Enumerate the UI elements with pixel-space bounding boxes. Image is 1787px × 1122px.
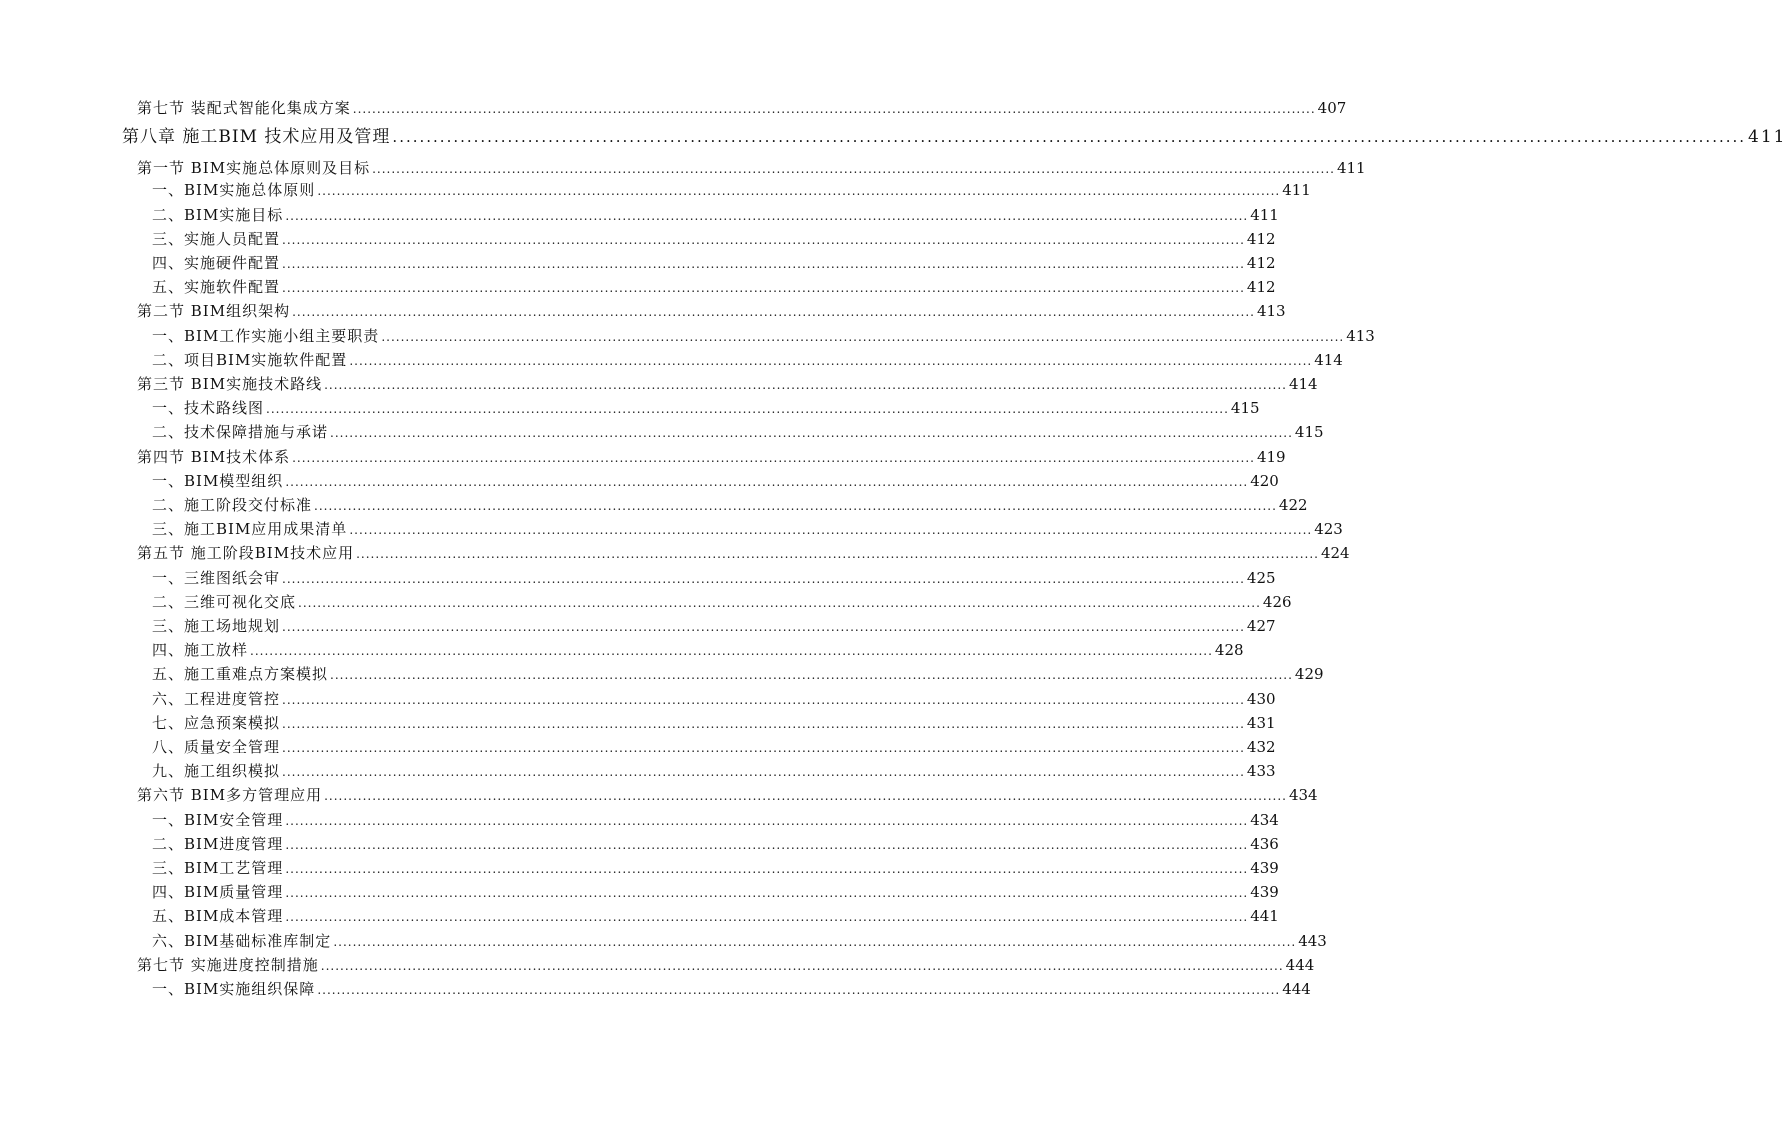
dot-leader: ........................................................................................................................................................................................................ <box>352 102 1316 116</box>
toc-entry-section[interactable] <box>137 445 1286 469</box>
toc-entry-item[interactable] <box>152 348 1343 372</box>
dot-leader: ........................................................................................................................................................................................................ <box>282 716 1245 731</box>
toc-entry-title: 五、施工重难点方案模拟 <box>152 665 329 684</box>
toc-entry-page-number: 431 <box>1246 713 1276 732</box>
dot-leader: ........................................................................................................................................................................................................ <box>285 910 1249 925</box>
toc-entry-item[interactable] <box>152 904 1279 928</box>
toc-entry-page-number: 441 <box>1250 907 1279 926</box>
dot-leader: ........................................................................................................................................................................................................ <box>282 232 1245 247</box>
toc-entry-page-number: 434 <box>1288 786 1318 805</box>
toc-entry-item[interactable] <box>152 469 1279 493</box>
toc-entry-title: 第四节 BIM技术体系 <box>137 447 291 466</box>
toc-entry-title: 第三节 BIM实施技术路线 <box>137 375 323 393</box>
dot-leader: ........................................................................................................................................................................................................ <box>317 184 1281 199</box>
dot-leader: ........................................................................................................................................................................................................ <box>392 128 1747 147</box>
toc-entry-page-number: 433 <box>1246 762 1276 781</box>
toc-entry-page-number: 412 <box>1246 229 1276 248</box>
toc-entry-title: 八、质量安全管理 <box>152 738 281 756</box>
dot-leader: ........................................................................................................................................................................................................ <box>324 789 1287 804</box>
toc-entry-title: 三、施工场地规划 <box>152 617 281 635</box>
dot-leader: ........................................................................................................................................................................................................ <box>356 547 1319 562</box>
toc-entry-page-number: 444 <box>1282 980 1311 998</box>
toc-entry-page-number: 415 <box>1230 399 1260 418</box>
dot-leader: ........................................................................................................................................................................................................ <box>292 450 1255 465</box>
dot-leader: ........................................................................................................................................................................................................ <box>282 620 1245 634</box>
dot-leader: ........................................................................................................................................................................................................ <box>320 958 1284 973</box>
dot-leader: ........................................................................................................................................................................................................ <box>285 208 1249 223</box>
toc-entry-page-number: 434 <box>1250 810 1279 829</box>
toc-entry-title: 一、技术路线图 <box>152 399 265 418</box>
toc-entry-title: 七、应急预案模拟 <box>152 713 281 732</box>
toc-entry-item[interactable] <box>152 517 1343 541</box>
toc-entry-item[interactable] <box>152 251 1276 275</box>
dot-leader: ........................................................................................................................................................................................................ <box>282 257 1245 271</box>
toc-entry-page-number: 427 <box>1246 617 1276 635</box>
toc-entry-title: 一、BIM实施组织保障 <box>152 980 316 998</box>
toc-entry-title: 第七节 实施进度控制措施 <box>137 955 319 974</box>
toc-entry-title: 一、三维图纸会审 <box>152 568 281 587</box>
toc-entry-page-number: 428 <box>1214 641 1244 660</box>
dot-leader: ........................................................................................................................................................................................................ <box>314 499 1277 513</box>
toc-entry-page-number: 411 <box>1250 205 1279 224</box>
toc-entry-section[interactable] <box>137 372 1318 396</box>
toc-entry-page-number: 424 <box>1320 544 1350 563</box>
toc-entry-page-number: 439 <box>1250 859 1279 877</box>
dot-leader: ........................................................................................................................................................................................................ <box>381 329 1345 344</box>
dot-leader: ........................................................................................................................................................................................................ <box>285 862 1249 876</box>
dot-leader: ........................................................................................................................................................................................................ <box>349 523 1313 538</box>
toc-entry-title: 一、BIM模型组织 <box>152 471 284 490</box>
toc-entry-title: 四、BIM质量管理 <box>152 883 284 902</box>
toc-entry-title: 九、施工组织模拟 <box>152 762 281 781</box>
toc-entry-title: 六、工程进度管控 <box>152 689 281 708</box>
dot-leader: ........................................................................................................................................................................................................ <box>266 402 1229 417</box>
toc-entry-item[interactable] <box>152 614 1276 638</box>
toc-entry-item[interactable] <box>152 227 1276 251</box>
toc-entry-title: 三、BIM工艺管理 <box>152 859 284 877</box>
dot-leader: ........................................................................................................................................................................................................ <box>282 765 1245 780</box>
toc-entry-section[interactable] <box>137 299 1286 323</box>
toc-entry-title: 五、BIM成本管理 <box>152 907 284 926</box>
toc-entry-page-number: 413 <box>1256 302 1286 321</box>
toc-entry-item[interactable] <box>152 324 1375 348</box>
toc-entry-item[interactable] <box>152 832 1279 856</box>
dot-leader: ........................................................................................................................................................................................................ <box>330 668 1293 683</box>
toc-entry-section[interactable] <box>137 541 1350 565</box>
dot-leader: ........................................................................................................................................................................................................ <box>250 644 1213 659</box>
dot-leader: ........................................................................................................................................................................................................ <box>330 426 1293 441</box>
toc-entry-page-number: 436 <box>1250 834 1279 853</box>
dot-leader: ........................................................................................................................................................................................................ <box>282 741 1245 755</box>
dot-leader: ........................................................................................................................................................................................................ <box>317 983 1281 997</box>
toc-entry-title: 一、BIM实施总体原则 <box>152 181 316 200</box>
toc-entry-page-number: 443 <box>1298 931 1327 950</box>
toc-entry-item[interactable] <box>152 711 1276 735</box>
toc-entry-title: 二、BIM进度管理 <box>152 834 284 853</box>
toc-entry-title: 第六节 BIM多方管理应用 <box>137 786 323 805</box>
dot-leader: ........................................................................................................................................................................................................ <box>349 353 1313 368</box>
toc-entry-item[interactable] <box>152 178 1311 202</box>
toc-entry-item[interactable] <box>152 662 1324 686</box>
toc-entry-item[interactable] <box>152 275 1276 299</box>
toc-entry-page-number: 423 <box>1314 520 1343 539</box>
toc-entry-page-number: 412 <box>1246 278 1276 297</box>
toc-entry-section[interactable] <box>137 953 1315 977</box>
toc-entry-page-number: 414 <box>1288 375 1318 393</box>
toc-entry-item[interactable] <box>152 880 1279 904</box>
toc-entry-title: 三、实施人员配置 <box>152 229 281 248</box>
toc-entry-item[interactable] <box>152 759 1276 783</box>
toc-entry-title: 六、BIM基础标准库制定 <box>152 931 332 950</box>
toc-entry-page-number: 414 <box>1314 350 1343 369</box>
toc-entry-title: 三、施工BIM应用成果清单 <box>152 520 348 539</box>
toc-entry-title: 二、BIM实施目标 <box>152 205 284 224</box>
dot-leader: ........................................................................................................................................................................................................ <box>292 305 1255 320</box>
toc-entry-page-number: 430 <box>1246 689 1276 708</box>
toc-entry-section[interactable] <box>137 783 1318 807</box>
toc-entry-item[interactable] <box>152 203 1279 227</box>
toc-entry-page-number: 439 <box>1250 883 1279 902</box>
toc-entry-item[interactable] <box>152 638 1244 662</box>
toc-entry-item[interactable] <box>152 856 1279 880</box>
toc-entry-title: 第一节 BIM实施总体原则及目标 <box>137 159 371 178</box>
toc-entry-page-number: 425 <box>1246 568 1276 587</box>
toc-entry-title: 第七节 装配式智能化集成方案 <box>137 99 351 117</box>
toc-entry-page-number: 422 <box>1278 496 1308 514</box>
toc-entry-page-number: 407 <box>1317 99 1347 117</box>
toc-entry-item[interactable] <box>152 493 1308 517</box>
toc-entry-page-number: 432 <box>1246 738 1276 756</box>
dot-leader: ........................................................................................................................................................................................................ <box>324 378 1287 392</box>
toc-entry-page-number: 429 <box>1294 665 1324 684</box>
toc-entry-item[interactable] <box>152 977 1311 1001</box>
dot-leader: ........................................................................................................................................................................................................ <box>282 692 1245 707</box>
toc-entry-item[interactable] <box>152 687 1276 711</box>
toc-entry-page-number: 411 <box>1336 159 1366 178</box>
dot-leader: ........................................................................................................................................................................................................ <box>285 837 1249 852</box>
toc-entry-title: 一、BIM安全管理 <box>152 810 284 829</box>
toc-entry-title: 第八章 施工BIM 技术应用及管理 <box>122 127 391 148</box>
toc-entry-title: 二、项目BIM实施软件配置 <box>152 350 348 369</box>
toc-entry-title: 二、三维可视化交底 <box>152 592 297 611</box>
dot-leader: ........................................................................................................................................................................................................ <box>285 474 1249 489</box>
toc-entry-title: 四、施工放样 <box>152 641 249 660</box>
toc-entry-page-number: 444 <box>1285 955 1315 974</box>
toc-entry-item[interactable] <box>152 566 1276 590</box>
toc-entry-item[interactable] <box>152 929 1327 953</box>
toc-entry-title: 二、施工阶段交付标准 <box>152 496 313 514</box>
dot-leader: ........................................................................................................................................................................................................ <box>372 162 1335 177</box>
toc-entry-section[interactable] <box>137 96 1347 120</box>
toc-entry-page-number: 415 <box>1294 423 1324 442</box>
toc-entry-page-number: 412 <box>1246 254 1276 272</box>
toc-entry-chapter[interactable] <box>122 122 1787 152</box>
dot-leader: ........................................................................................................................................................................................................ <box>298 595 1261 610</box>
toc-entry-section[interactable] <box>137 156 1366 180</box>
toc-entry-title: 五、实施软件配置 <box>152 278 281 297</box>
dot-leader: ........................................................................................................................................................................................................ <box>282 571 1245 586</box>
toc-entry-item[interactable] <box>152 735 1276 759</box>
toc-entry-item[interactable] <box>152 396 1260 420</box>
toc-entry-page-number: 411 <box>1282 181 1311 200</box>
dot-leader: ........................................................................................................................................................................................................ <box>282 281 1245 296</box>
toc-entry-page-number: 426 <box>1262 592 1292 611</box>
toc-entry-title: 第二节 BIM组织架构 <box>137 302 291 321</box>
toc-entry-page-number: 420 <box>1250 471 1279 490</box>
toc-entry-item[interactable] <box>152 590 1292 614</box>
toc-entry-page-number: 411 <box>1748 127 1787 148</box>
toc-entry-page-number: 419 <box>1256 447 1286 466</box>
toc-entry-title: 二、技术保障措施与承诺 <box>152 423 329 442</box>
toc-entry-title: 四、实施硬件配置 <box>152 254 281 272</box>
dot-leader: ........................................................................................................................................................................................................ <box>285 813 1249 828</box>
dot-leader: ........................................................................................................................................................................................................ <box>285 886 1249 901</box>
toc-entry-item[interactable] <box>152 808 1279 832</box>
dot-leader: ........................................................................................................................................................................................................ <box>333 934 1297 949</box>
toc-entry-title: 第五节 施工阶段BIM技术应用 <box>137 544 355 563</box>
toc-entry-title: 一、BIM工作实施小组主要职责 <box>152 326 380 345</box>
toc-entry-item[interactable] <box>152 420 1324 444</box>
toc-entry-page-number: 413 <box>1346 326 1375 345</box>
